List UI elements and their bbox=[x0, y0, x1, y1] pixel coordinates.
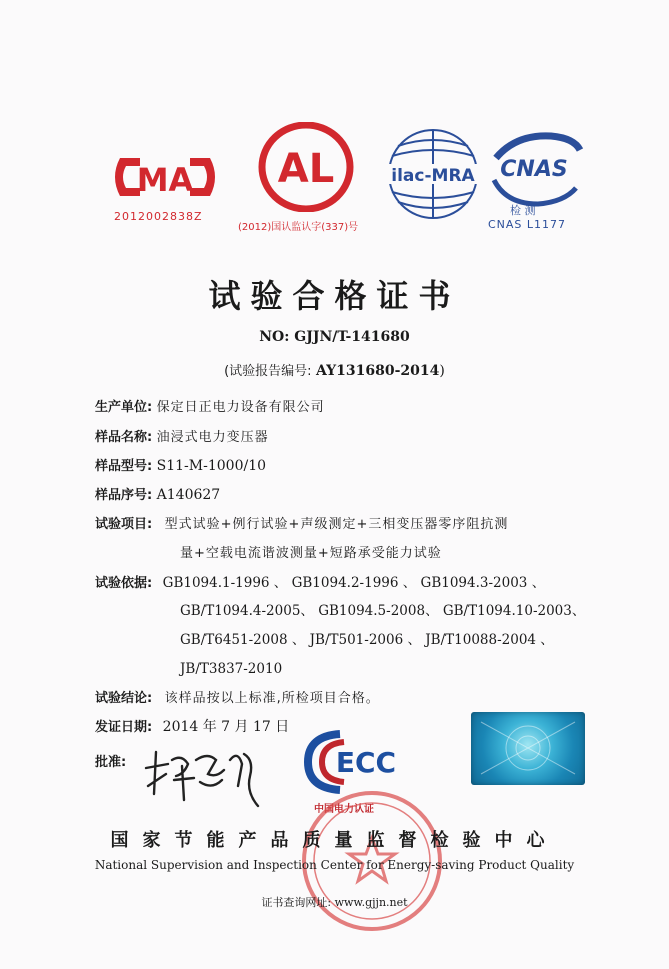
field-label: 试验项目: bbox=[95, 517, 153, 532]
cma-logo-icon bbox=[110, 148, 220, 206]
test-basis-line-2: GB/T1094.4-2005、 GB1094.5-2008、 GB/T1094.10-2003、 bbox=[180, 603, 586, 619]
report-number-value: AY131680-2014 bbox=[316, 363, 440, 379]
field-test-basis bbox=[95, 573, 545, 594]
svg-text:AL: AL bbox=[277, 146, 335, 192]
test-items-line-2: 量+空载电流谐波测量+短路承受能力试验 bbox=[180, 546, 442, 561]
field-label: 样品型号: bbox=[95, 459, 153, 474]
field-label: 样品名称: bbox=[95, 430, 153, 445]
test-items-line-1: 型式试验+例行试验+声级测定+三相变压器零序阻抗测 bbox=[164, 517, 509, 532]
test-basis-line-3: GB/T6451-2008 、 JB/T501-2006 、 JB/T10088-2004 、 bbox=[180, 632, 554, 648]
field-conclusion bbox=[95, 688, 380, 709]
hologram-pattern-icon bbox=[471, 712, 585, 785]
field-manufacturer bbox=[95, 397, 325, 418]
field-sample-serial bbox=[95, 485, 220, 506]
field-value: S11-M-1000/10 bbox=[156, 458, 267, 474]
field-label: 试验结论: bbox=[95, 691, 153, 706]
certificate-number-label: NO: bbox=[259, 329, 290, 345]
svg-text:MA: MA bbox=[136, 161, 194, 199]
certificate-number-value: GJJN/T-141680 bbox=[294, 329, 410, 345]
field-value: 保定日正电力设备有限公司 bbox=[156, 400, 325, 415]
cal-logo bbox=[236, 122, 376, 234]
cnas-logo-icon bbox=[476, 128, 586, 210]
issuing-org-name-en: National Supervision and Inspection Center for Energy-saving Product Quality bbox=[94, 858, 575, 872]
field-label: 样品序号: bbox=[95, 488, 153, 503]
field-approval bbox=[95, 752, 126, 773]
field-test-items bbox=[95, 514, 508, 535]
approval-signature bbox=[138, 730, 268, 810]
field-label: 发证日期: bbox=[95, 720, 153, 735]
test-basis-line-1: GB1094.1-1996 、 GB1094.2-1996 、 GB1094.3-2003 、 bbox=[162, 575, 546, 591]
field-label: 生产单位: bbox=[95, 400, 153, 415]
field-value: 油浸式电力变压器 bbox=[156, 430, 269, 445]
field-label: 试验依据: bbox=[95, 576, 153, 591]
field-value: A140627 bbox=[156, 487, 221, 503]
verification-url: 证书查询网址: www.gjjn.net bbox=[261, 896, 408, 909]
report-number-label: (试验报告编号: bbox=[224, 364, 312, 379]
report-number-close: ) bbox=[439, 363, 445, 379]
cma-code: 2012002838Z bbox=[114, 210, 203, 223]
cnas-logo bbox=[476, 128, 586, 236]
certificate-title: 试验合格证书 bbox=[208, 277, 461, 315]
ecc-sub-label: 中国电力认证 bbox=[314, 804, 374, 815]
report-number bbox=[0, 360, 669, 379]
issuing-org-name-cn: 国家节能产品质量监督检验中心 bbox=[110, 830, 559, 851]
cma-logo bbox=[110, 148, 220, 223]
field-value: 该样品按以上标准,所检项目合格。 bbox=[164, 691, 380, 706]
field-sample-name bbox=[95, 427, 269, 448]
cal-code: (2012)国认监认字(337)号 bbox=[238, 222, 359, 233]
field-sample-model bbox=[95, 456, 266, 477]
cnas-sub-label: 检 测 bbox=[510, 204, 536, 217]
field-label: 批准: bbox=[95, 755, 127, 770]
svg-text:CNAS: CNAS bbox=[500, 157, 568, 182]
cal-logo-icon bbox=[236, 122, 376, 212]
test-items-continuation bbox=[180, 543, 442, 564]
svg-text:ilac-MRA: ilac-MRA bbox=[391, 166, 475, 186]
test-basis-line-4: JB/T3837-2010 bbox=[180, 661, 283, 677]
svg-text:ECC: ECC bbox=[335, 746, 397, 779]
ilac-mra-logo bbox=[378, 124, 488, 224]
hologram-sticker bbox=[471, 712, 585, 785]
field-value: 2014 年 7 月 17 日 bbox=[162, 719, 290, 735]
certificate-number bbox=[0, 329, 669, 345]
ilac-globe-icon bbox=[378, 124, 488, 224]
cnas-code: CNAS L1177 bbox=[488, 218, 567, 231]
